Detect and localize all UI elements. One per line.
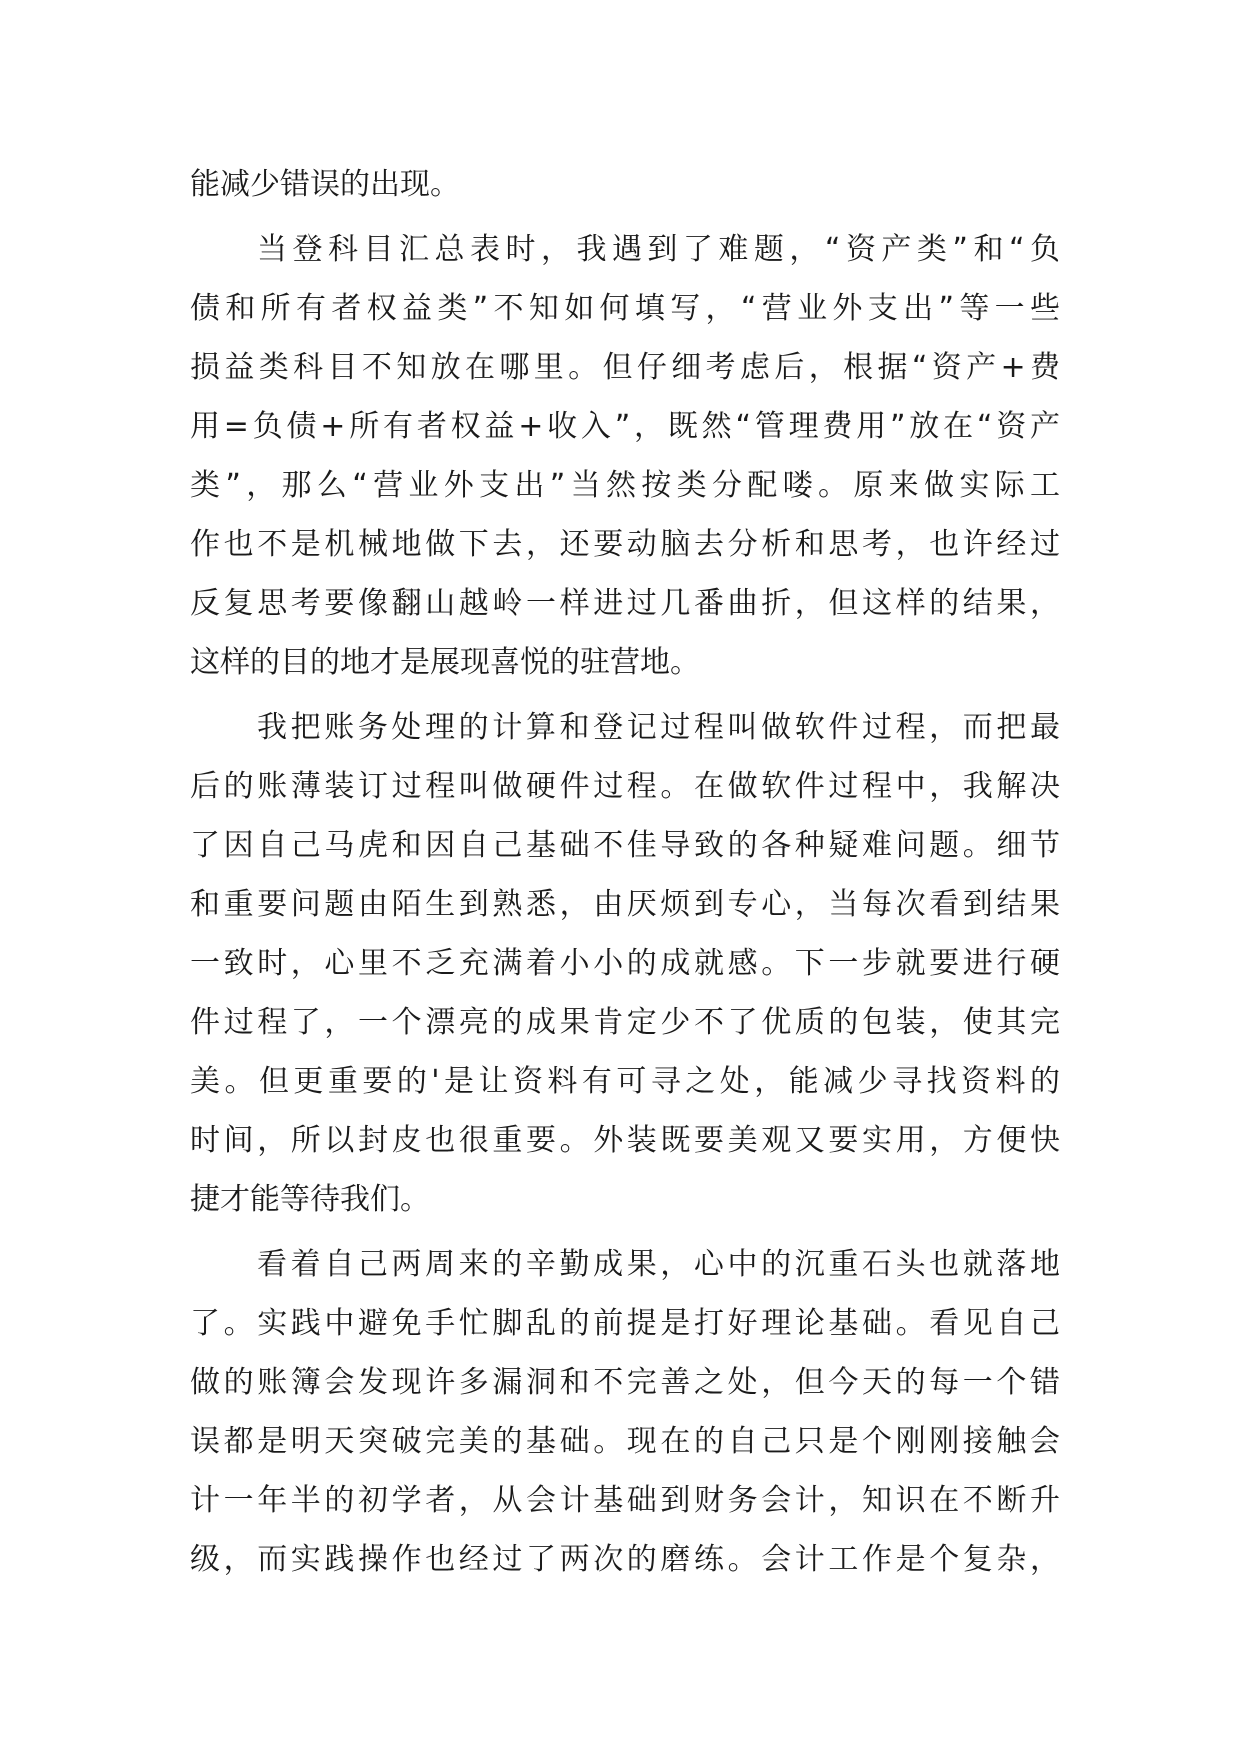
text-line: 债和所有者权益类”不知如何填写，“营业外支出”等一些 (190, 291, 1060, 326)
text-line: 能减少错误的出现。 (190, 167, 460, 202)
text-line: 做的账簿会发现许多漏洞和不完善之处，但今天的每一个错 (190, 1365, 1060, 1400)
paragraph-2 (190, 220, 1060, 692)
text-line: 了。实践中避免手忙脚乱的前提是打好理论基础。看见自己 (190, 1306, 1060, 1341)
paragraph-3 (190, 698, 1060, 1229)
text-line: 一致时，心里不乏充满着小小的成就感。下一步就要进行硬 (190, 946, 1060, 981)
text-line: 美。但更重要的'是让资料有可寻之处，能减少寻找资料的 (190, 1064, 1060, 1099)
text-line: 计一年半的初学者，从会计基础到财务会计，知识在不断升 (190, 1483, 1060, 1518)
paragraph-4 (190, 1235, 1060, 1589)
document-body (190, 155, 1060, 1589)
paragraph-1 (190, 155, 1060, 214)
text-line: 我把账务处理的计算和登记过程叫做软件过程，而把最 (257, 710, 1060, 745)
text-line: 和重要问题由陌生到熟悉，由厌烦到专心，当每次看到结果 (190, 887, 1060, 922)
text-line: 误都是明天突破完美的基础。现在的自己只是个刚刚接触会 (190, 1424, 1060, 1459)
text-line: 件过程了，一个漂亮的成果肯定少不了优质的包装，使其完 (190, 1005, 1060, 1040)
text-line: 捷才能等待我们。 (190, 1182, 430, 1217)
text-line: 类”，那么“营业外支出”当然按类分配喽。原来做实际工 (190, 468, 1060, 503)
text-line: 时间，所以封皮也很重要。外装既要美观又要实用，方便快 (190, 1123, 1060, 1158)
text-line: 损益类科目不知放在哪里。但仔细考虑后，根据“资产+费 (190, 350, 1060, 385)
text-line: 用=负债+所有者权益+收入”，既然“管理费用”放在“资产 (190, 409, 1060, 444)
text-line: 反复思考要像翻山越岭一样进过几番曲折，但这样的结果， (190, 586, 1060, 621)
text-line: 后的账薄装订过程叫做硬件过程。在做软件过程中，我解决 (190, 769, 1060, 804)
text-line: 了因自己马虎和因自己基础不佳导致的各种疑难问题。细节 (190, 828, 1060, 863)
text-line: 这样的目的地才是展现喜悦的驻营地。 (190, 645, 700, 680)
text-line: 级，而实践操作也经过了两次的磨练。会计工作是个复杂， (190, 1542, 1060, 1577)
text-line: 作也不是机械地做下去，还要动脑去分析和思考，也许经过 (190, 527, 1060, 562)
text-line: 看着自己两周来的辛勤成果，心中的沉重石头也就落地 (257, 1247, 1060, 1282)
text-line: 当登科目汇总表时，我遇到了难题，“资产类”和“负 (257, 232, 1060, 267)
